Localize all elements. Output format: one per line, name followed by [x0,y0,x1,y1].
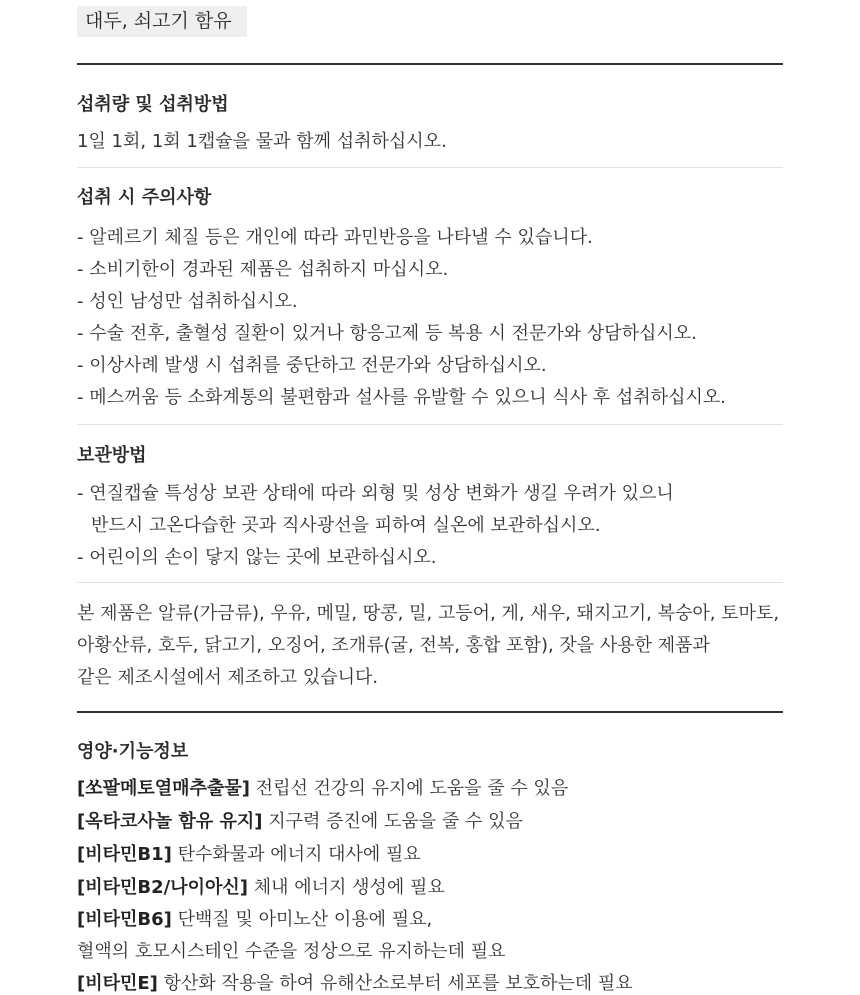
nutrition-item [77,937,506,963]
caution-item: - 알레르기 체질 등은 개인에 따라 과민반응을 나타낼 수 있습니다. [77,227,593,248]
facility-notice-line: 아황산류, 호두, 닭고기, 오징어, 조개류(굴, 전복, 홍합 포함), 잣을 사용한 제품과 [77,635,710,656]
nutrition-item [77,905,432,931]
facility-notice-line: 같은 제조시설에서 제조하고 있습니다. [77,667,379,688]
nutrition-item [77,840,421,866]
section-divider-dark [77,63,783,65]
storage-item: 반드시 고온다습한 곳과 직사광선을 피하여 실온에 보관하십시오. [91,515,601,536]
storage-item: - 연질캡슐 특성상 보관 상태에 따라 외형 및 성상 변화가 생길 우려가 있으니 [77,483,674,504]
section-divider-light [77,167,783,168]
nutrition-item-label: [비타민B6] [77,909,172,930]
caution-heading: 섭취 시 주의사항 [77,187,212,208]
nutrition-item-label: [쏘팔메토열매추출물] [77,778,250,799]
nutrition-item [77,873,445,899]
section-divider-light [77,424,783,425]
storage-heading: 보관방법 [77,445,147,466]
nutrition-item-text: 탄수화물과 에너지 대사에 필요 [171,844,421,865]
nutrition-item-label: [비타민E] [77,973,158,994]
nutrition-item-text: 혈액의 호모시스테인 수준을 정상으로 유지하는데 필요 [77,941,506,962]
caution-item: - 수술 전후, 출혈성 질환이 있거나 항응고제 등 복용 시 전문가와 상담하십시오. [77,323,697,344]
caution-item: - 소비기한이 경과된 제품은 섭취하지 마십시오. [77,259,449,280]
allergen-tag: 대두, 쇠고기 함유 [77,6,247,37]
facility-notice-line: 본 제품은 알류(가금류), 우유, 메밀, 땅콩, 밀, 고등어, 게, 새우, 돼지고기, 복숭아, 토마토, [77,603,780,624]
intake-heading: 섭취량 및 섭취방법 [77,94,229,115]
storage-item: - 어린이의 손이 닿지 않는 곳에 보관하십시오. [77,547,437,568]
nutrition-item-label: [옥타코사놀 함유 유지] [77,811,263,832]
nutrition-item-text: 단백질 및 아미노산 이용에 필요, [171,909,433,930]
caution-item: - 성인 남성만 섭취하십시오. [77,291,298,312]
nutrition-item-text: 전립선 건강의 유지에 도움을 줄 수 있음 [249,778,569,799]
intake-text: 1일 1회, 1회 1캡슐을 물과 함께 섭취하십시오. [77,131,447,152]
nutrition-item-text: 항산화 작용을 하여 유해산소로부터 세포를 보호하는데 필요 [157,973,633,994]
section-divider-dark [77,711,783,713]
nutrition-item-text: 체내 에너지 생성에 필요 [248,877,445,898]
nutrition-item [77,807,523,833]
nutrition-item [77,969,633,995]
caution-item: - 이상사례 발생 시 섭취를 중단하고 전문가와 상담하십시오. [77,355,547,376]
nutrition-item-label: [비타민B1] [77,844,172,865]
section-divider-light [77,582,783,583]
caution-item: - 메스꺼움 등 소화계통의 불편함과 설사를 유발할 수 있으니 식사 후 섭취하십시오. [77,387,726,408]
nutrition-item-label: [비타민B2/나이아신] [77,877,248,898]
nutrition-item-text: 지구력 증진에 도움을 줄 수 있음 [262,811,523,832]
nutrition-item [77,774,568,800]
nutrition-heading: 영양·기능정보 [77,741,189,762]
